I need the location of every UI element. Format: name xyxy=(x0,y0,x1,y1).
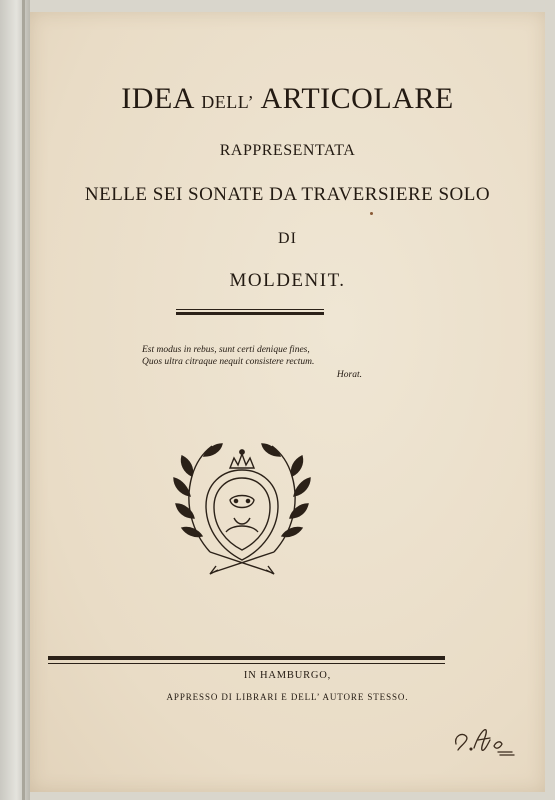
imprint-publisher: APPRESSO DI LIBRARI E DELL’ AUTORE STESSO. xyxy=(166,692,409,702)
epigraph-line-1: Est modus in rebus, sunt certi denique fines, xyxy=(142,345,310,355)
title-page xyxy=(30,12,545,792)
title-word-dell: DELL’ xyxy=(201,92,255,112)
handwritten-signature-icon xyxy=(450,722,520,756)
title-word-articolare: ARTICOLARE xyxy=(260,82,454,115)
paper-stain xyxy=(370,212,373,215)
page-title xyxy=(30,82,545,116)
divider-rule-top xyxy=(176,312,324,315)
imprint-place: IN HAMBURGO, xyxy=(243,670,332,681)
binding-edge xyxy=(22,0,25,800)
divider-rule-bottom xyxy=(48,656,445,660)
subtitle-rappresentata: RAPPRESENTATA xyxy=(219,142,356,159)
epigraph xyxy=(142,344,362,381)
subtitle-di: DI xyxy=(278,230,297,247)
title-word-idea: IDEA xyxy=(121,82,194,115)
epigraph-line-2: Quos ultra citraque nequit consistere rectum. xyxy=(142,357,315,367)
floral-vignette-icon xyxy=(170,432,315,577)
author-name: MOLDENIT. xyxy=(229,270,346,291)
subtitle-sonate: NELLE SEI SONATE DA TRAVERSIERE SOLO xyxy=(84,184,491,205)
book-binding xyxy=(0,0,30,800)
epigraph-attribution: Horat. xyxy=(336,370,362,380)
